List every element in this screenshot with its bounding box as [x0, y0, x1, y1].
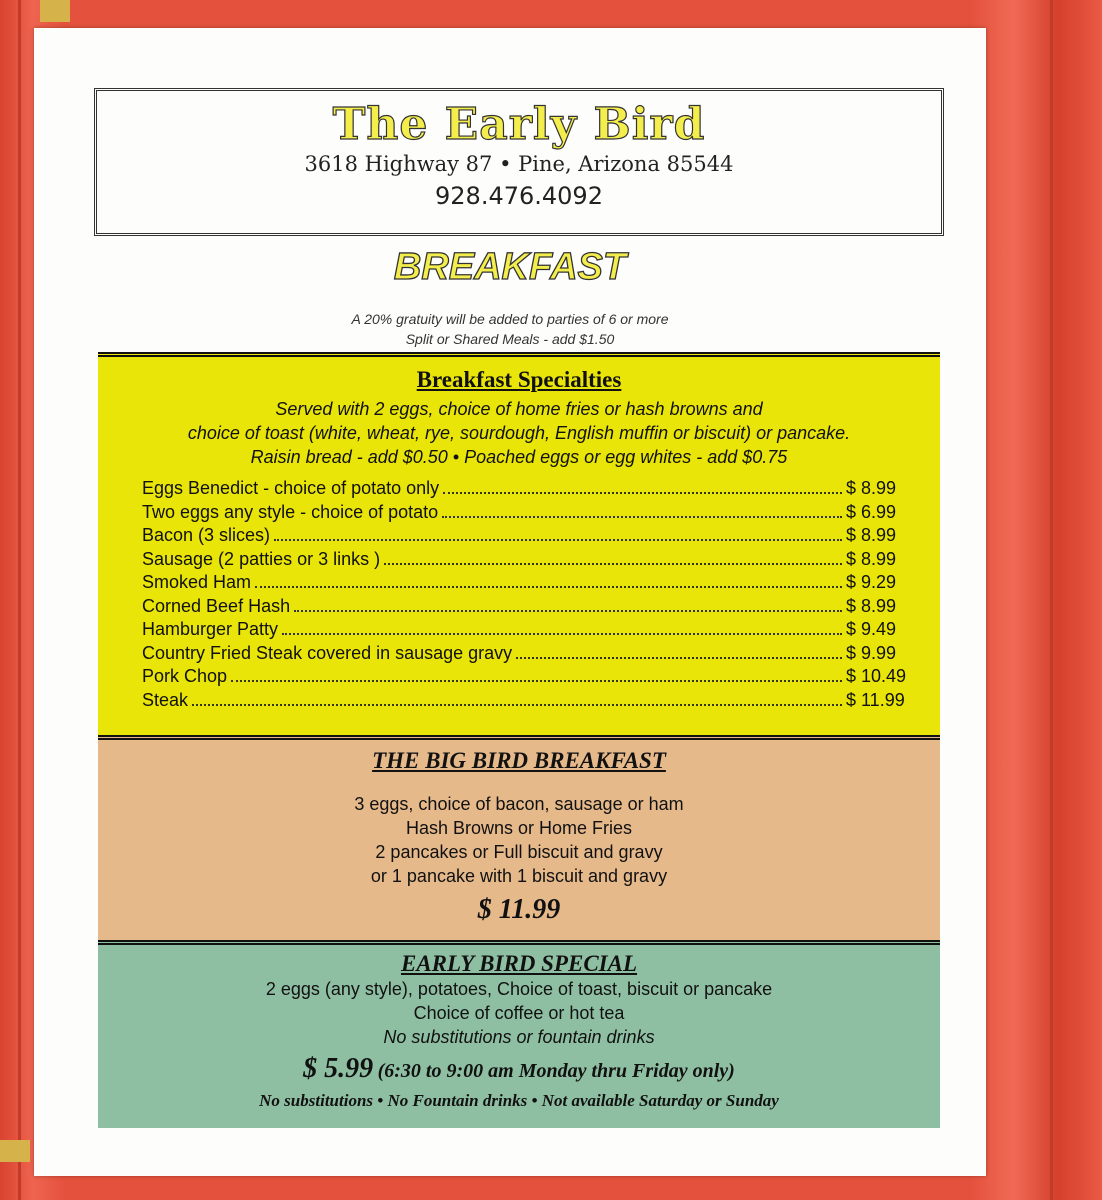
item-name: Pork Chop — [142, 666, 228, 686]
item-name: Steak — [142, 689, 189, 710]
dot-leader — [192, 704, 842, 706]
cover-seam — [18, 0, 21, 1200]
menu-item — [142, 571, 910, 595]
menu-item — [142, 524, 910, 548]
phone: 928.476.4092 — [435, 182, 603, 210]
dot-leader — [282, 633, 842, 635]
dot-leader — [443, 492, 842, 494]
item-name: Eggs Benedict - choice of potato only — [142, 478, 440, 498]
dot-leader — [516, 657, 842, 659]
corner-clip — [0, 1140, 30, 1162]
desc-line: 2 eggs (any style), potatoes, Choice of toast, biscuit or pancake — [265, 979, 773, 999]
desc-line: No substitutions or fountain drinks — [383, 1027, 655, 1047]
item-name: Smoked Ham — [142, 572, 252, 592]
item-price: $ 9.49 — [846, 619, 897, 639]
menu-item — [142, 501, 910, 525]
dot-leader — [384, 563, 842, 565]
dot-leader — [294, 610, 842, 612]
desc-line: Hash Browns or Home Fries — [405, 818, 633, 838]
desc-line: 3 eggs, choice of bacon, sausage or ham — [354, 794, 684, 814]
item-price: $ 8.99 — [846, 525, 897, 545]
big-bird-section — [98, 735, 940, 940]
section-title: EARLY BIRD SPECIAL — [400, 951, 638, 976]
menu-page — [34, 28, 986, 1176]
item-price: $ 9.99 — [846, 642, 897, 663]
item-name: Sausage (2 patties or 3 links ) — [142, 548, 381, 569]
desc-line: Choice of coffee or hot tea — [413, 1003, 625, 1023]
early-bird-section — [98, 940, 940, 1128]
menu-item — [142, 595, 910, 619]
item-name: Corned Beef Hash — [142, 595, 291, 616]
item-name: Bacon (3 slices) — [142, 525, 271, 545]
menu-item — [142, 642, 910, 666]
section-title: THE BIG BIRD BREAKFAST — [372, 748, 666, 773]
item-price: $ 11.99 — [846, 689, 905, 710]
desc-line: 2 pancakes or Full biscuit and gravy — [375, 842, 663, 862]
dot-leader — [255, 586, 842, 588]
menu-item — [142, 665, 910, 689]
corner-clip — [40, 0, 70, 22]
menu-item — [142, 618, 910, 642]
desc-line: Raisin bread - add $0.50 • Poached eggs or egg whites - add $0.75 — [250, 447, 788, 467]
desc-line: or 1 pancake with 1 biscuit and gravy — [370, 866, 668, 886]
address: 3618 Highway 87 • Pine, Arizona 85544 — [304, 152, 734, 176]
restaurant-name: The Early Bird — [332, 99, 706, 150]
menu-item — [142, 689, 910, 713]
dot-leader — [442, 516, 842, 518]
item-name: Hamburger Patty — [142, 619, 279, 639]
item-price: $ 8.99 — [846, 595, 897, 616]
hours: (6:30 to 9:00 am Monday thru Friday only) — [377, 1060, 735, 1082]
item-price: $ 8.99 — [846, 478, 897, 498]
header-box — [94, 88, 944, 236]
section-title: Breakfast Specialties — [416, 367, 622, 392]
dot-leader — [231, 680, 842, 682]
menu-title: BREAKFAST — [393, 246, 627, 288]
desc-line: choice of toast (white, wheat, rye, sourdough, English muffin or biscuit) or pancake. — [187, 423, 851, 443]
item-price: $ 6.99 — [846, 501, 897, 522]
item-price: $ 9.29 — [846, 572, 897, 592]
price: $ 11.99 — [477, 894, 561, 925]
desc-line: Served with 2 eggs, choice of home fries or hash browns and — [275, 399, 763, 419]
price: $ 5.99 — [303, 1053, 374, 1084]
item-name: Country Fried Steak covered in sausage gravy — [142, 642, 513, 663]
menu-item — [142, 477, 910, 501]
item-name: Two eggs any style - choice of potato — [142, 501, 439, 522]
specialties-section — [98, 352, 940, 735]
footer-note: No substitutions • No Fountain drinks • Not available Saturday or Sunday — [259, 1091, 779, 1110]
item-price: $ 10.49 — [846, 666, 907, 686]
cover-seam — [1050, 0, 1053, 1200]
split-note: Split or Shared Meals - add $1.50 — [405, 331, 615, 347]
dot-leader — [274, 539, 842, 541]
menu-item — [142, 548, 910, 572]
gratuity-note: A 20% gratuity will be added to parties of 6 or more — [351, 311, 669, 327]
item-price: $ 8.99 — [846, 548, 897, 569]
